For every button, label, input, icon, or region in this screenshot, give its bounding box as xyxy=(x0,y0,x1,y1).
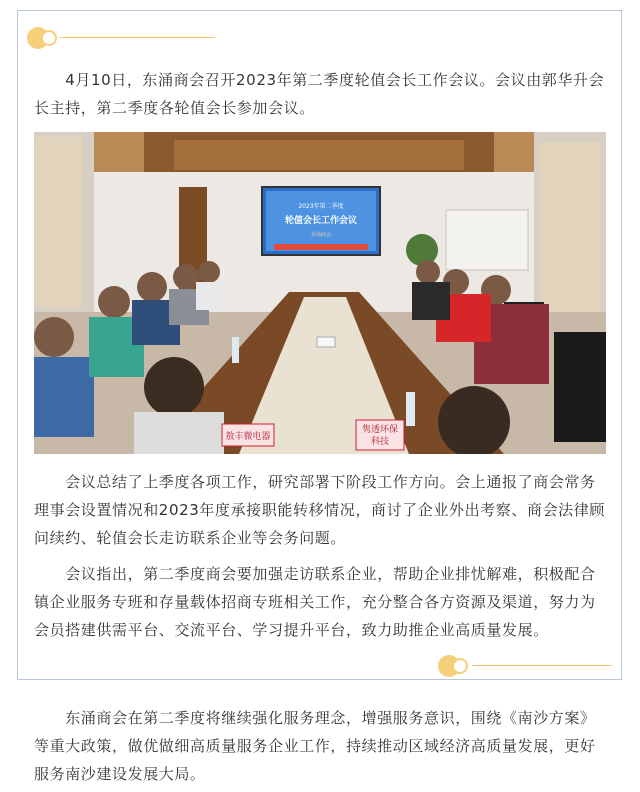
decor-line-bottom xyxy=(472,665,612,666)
paragraph-2: 会议总结了上季度各项工作，研究部署下阶段工作方向。会上通报了商会常务理事会设置情况和2023年度承接职能转移情况，商讨了企业外出考察、商会法律顾问续约、轮值会长走访联系企业等会务问题。 xyxy=(34,473,605,547)
nameplate-right-1: 隽透环保 xyxy=(361,425,399,435)
paragraph-1: 4月10日，东涌商会召开2023年第二季度轮值会长工作会议。会议由郭华升会长主持，第二季度各轮值会长参加会议。 xyxy=(34,71,605,117)
meeting-photo-illustration xyxy=(34,132,606,454)
screen-text-3: 东涌商会 xyxy=(310,232,332,238)
nameplate-right-2: 科技 xyxy=(370,437,390,447)
nameplate-left: 敖丰微电器 xyxy=(225,432,271,442)
paragraph-4: 东涌商会在第二季度将继续强化服务理念，增强服务意识，围绕《南沙方案》等重大政策，做优做细高质量服务企业工作，持续推动区域经济高质量发展，更好服务南沙建设发展大局。 xyxy=(34,709,596,783)
paragraph-3: 会议指出，第二季度商会要加强走访联系企业，帮助企业排忧解难，积极配合镇企业服务专班和存量载体招商专班相关工作，充分整合各方资源及渠道，努力为会员搭建供需平台、交流平台、学习提升平台，致力助推企业高质量发展。 xyxy=(34,565,596,639)
screen-text-1: 2023年第二季度 xyxy=(298,203,344,210)
decor-line xyxy=(60,37,215,38)
decor-ring xyxy=(41,30,57,46)
meeting-photo xyxy=(34,132,606,454)
screen-text-2: 轮值会长工作会议 xyxy=(284,216,358,226)
decor-ring-bottom xyxy=(452,658,468,674)
